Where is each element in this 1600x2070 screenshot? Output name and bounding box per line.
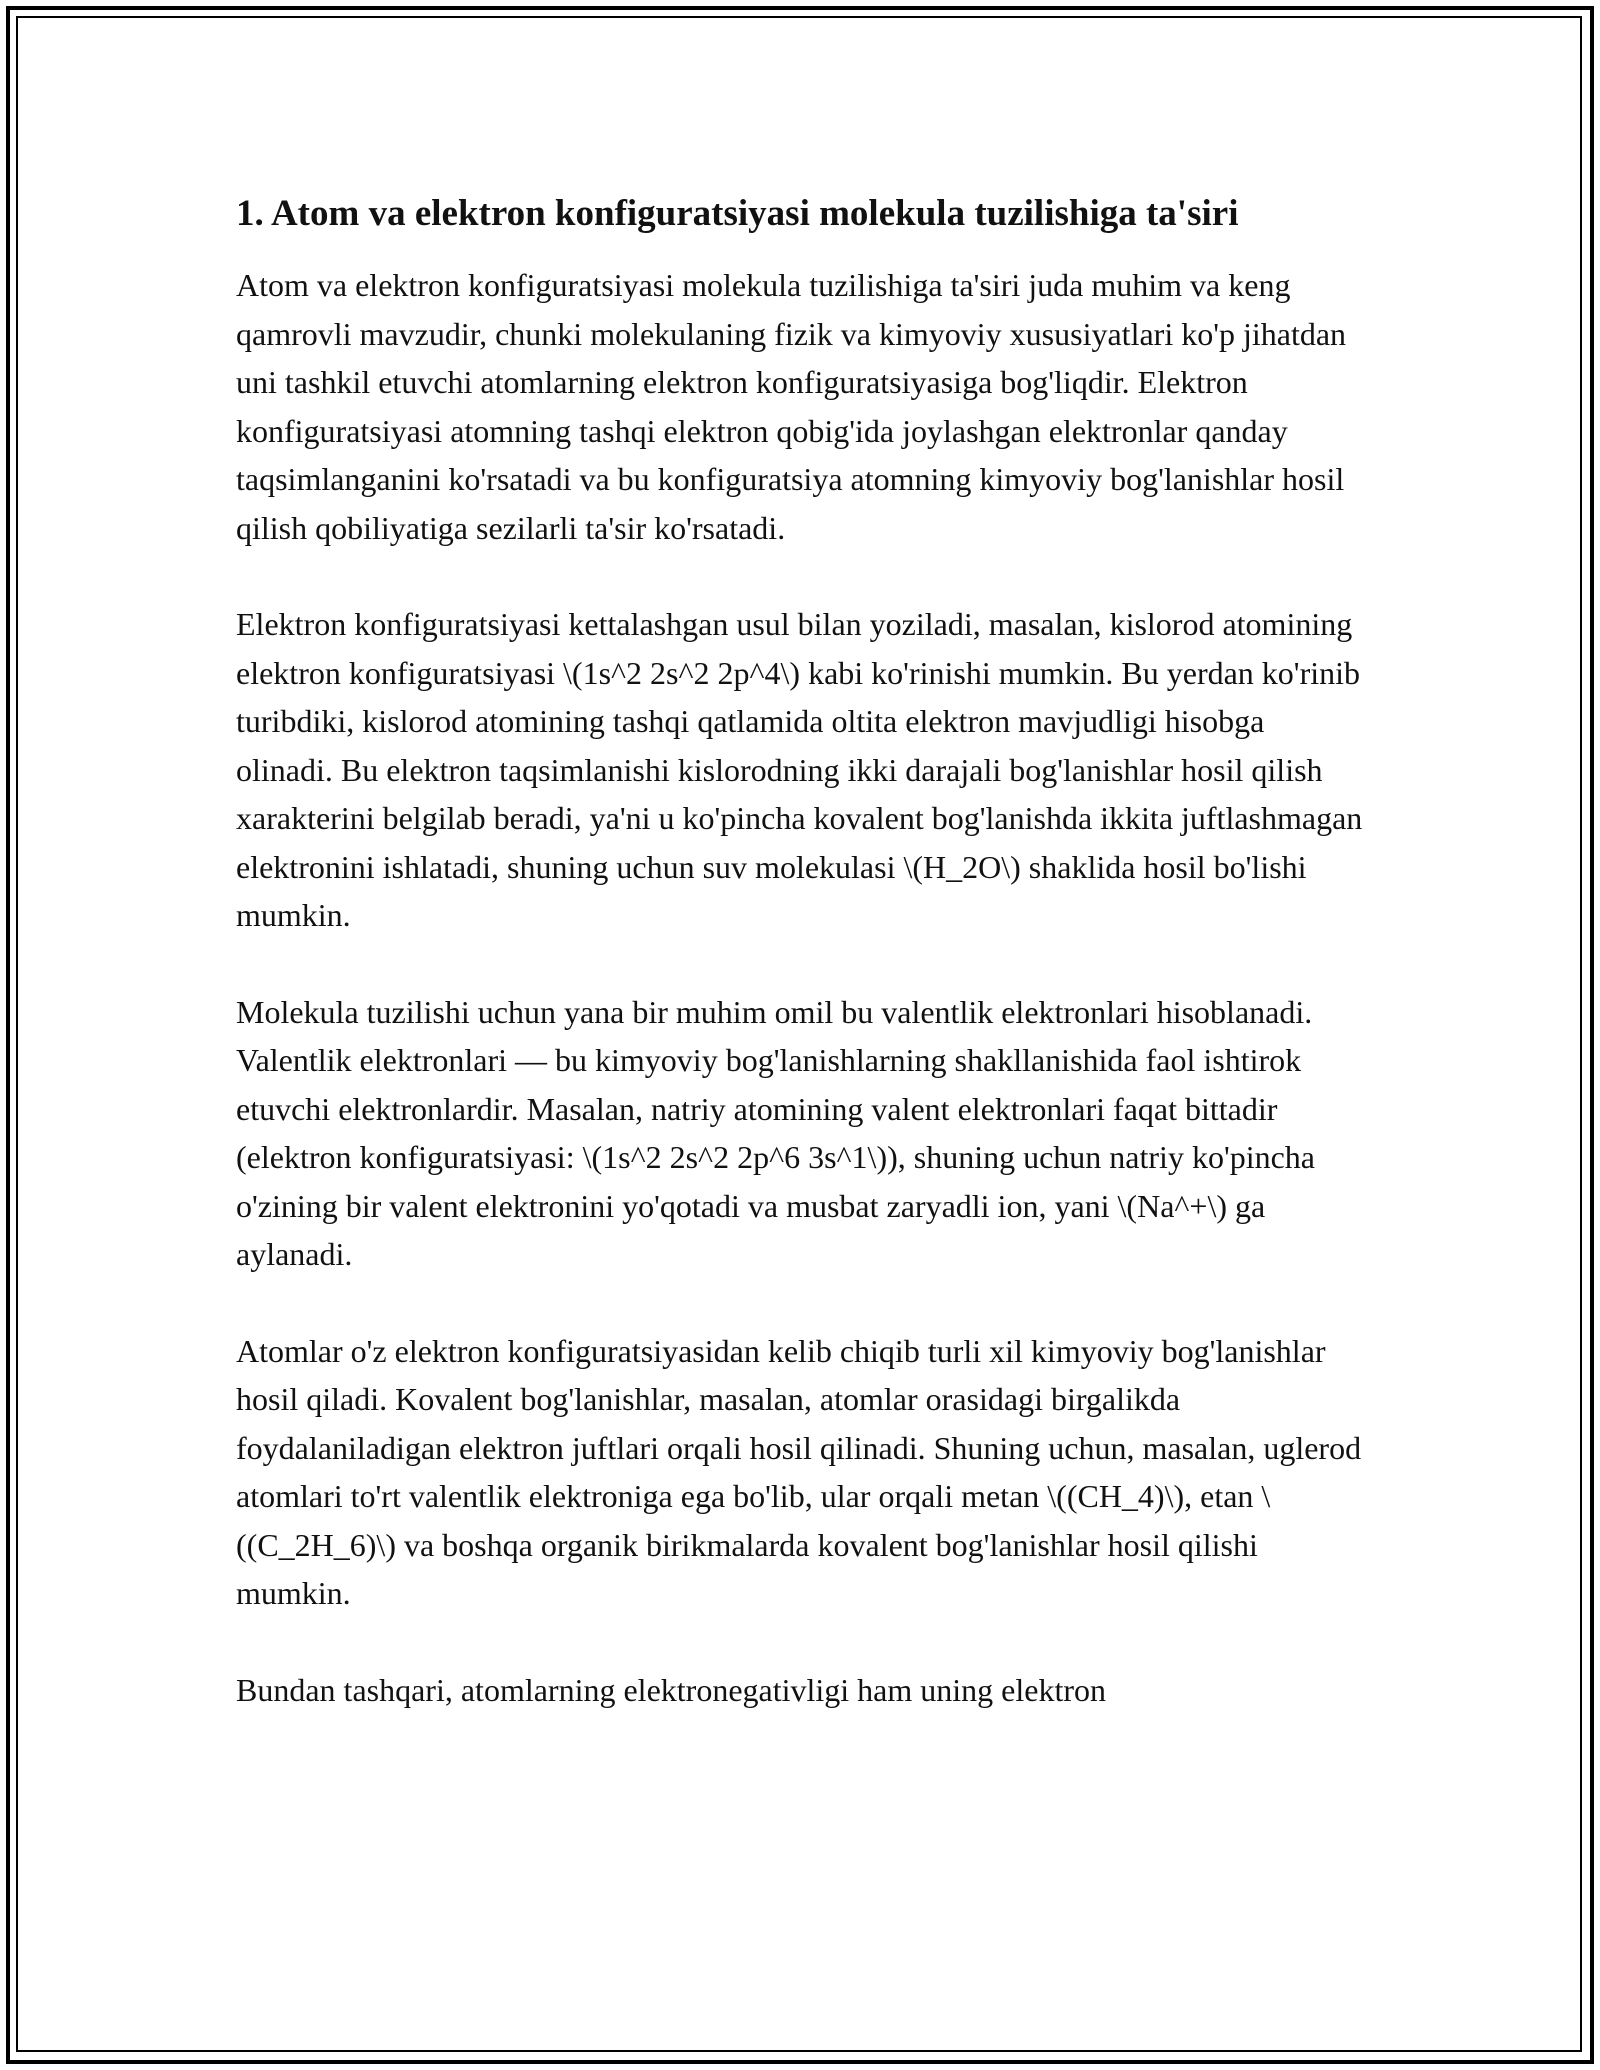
paragraph-3: Molekula tuzilishi uchun yana bir muhim omil bu valentlik elektronlari hisoblanadi. Valentlik elektronlari — bu kimyoviy bog'lanishlarning shakllanishida faol ishtirok etuvchi elektronlardir. Masalan, natriy atomining valent elektronlari faqat bittadir (elektron konfiguratsiyasi: \(1s^2 2s^2 2p^6 3s^1\)), shuning uchun natriy ko'pincha o'zining bir valent elektronini yo'qotadi va musbat zaryadli ion, yani \(Na^+\) ga aylanadi. [236, 993, 1315, 1272]
paragraph-1: Atom va elektron konfiguratsiyasi molekula tuzilishiga ta'siri juda muhim va keng qamrovli mavzudir, chunki molekulaning fizik va kimyoviy xususiyatlari ko'p jihatdan uni tashkil etuvchi atomlarning elektron konfiguratsiyasiga bog'liqdir. Elektron konfiguratsiyasi atomning tashqi elektron qobig'ida joylashgan elektronlar qanday taqsimlanganini ko'rsatadi va bu konfiguratsiya atomning kimyoviy bog'lanishlar hosil qilish qobiliyatiga sezilarli ta'sir ko'rsatadi. [236, 267, 1347, 546]
section-heading: 1. Atom va elektron konfiguratsiyasi molekula tuzilishiga ta'siri [236, 193, 1239, 234]
document-body [236, 186, 1366, 1762]
paragraph-5: Bundan tashqari, atomlarning elektronegativligi ham uning elektron [236, 1671, 1106, 1708]
paragraph-4: Atomlar o'z elektron konfiguratsiyasidan kelib chiqib turli xil kimyoviy bog'lanishlar hosil qiladi. Kovalent bog'lanishlar, masalan, atomlar orasidagi birgalikda foydalaniladigan elektron juftlari orqali hosil qilinadi. Shuning uchun, masalan, uglerod atomlari to'rt valentlik elektroniga ega bo'lib, ular orqali metan \((CH_4)\), etan \((C_2H_6)\) va boshqa organik birikmalarda kovalent bog'lanishlar hosil qilishi mumkin. [236, 1332, 1362, 1611]
paragraph-2: Elektron konfiguratsiyasi kettalashgan usul bilan yoziladi, masalan, kislorod atomining elektron konfiguratsiyasi \(1s^2 2s^2 2p^4\) kabi ko'rinishi mumkin. Bu yerdan ko'rinib turibdiki, kislorod atomining tashqi qatlamida oltita elektron mavjudligi hisobga olinadi. Bu elektron taqsimlanishi kislorodning ikki darajali bog'lanishlar hosil qilish xarakterini belgilab beradi, ya'ni u ko'pincha kovalent bog'lanishda ikkita juftlashmagan elektronini ishlatadi, shuning uchun suv molekulasi \(H_2O\) shaklida hosil bo'lishi mumkin. [236, 606, 1363, 933]
